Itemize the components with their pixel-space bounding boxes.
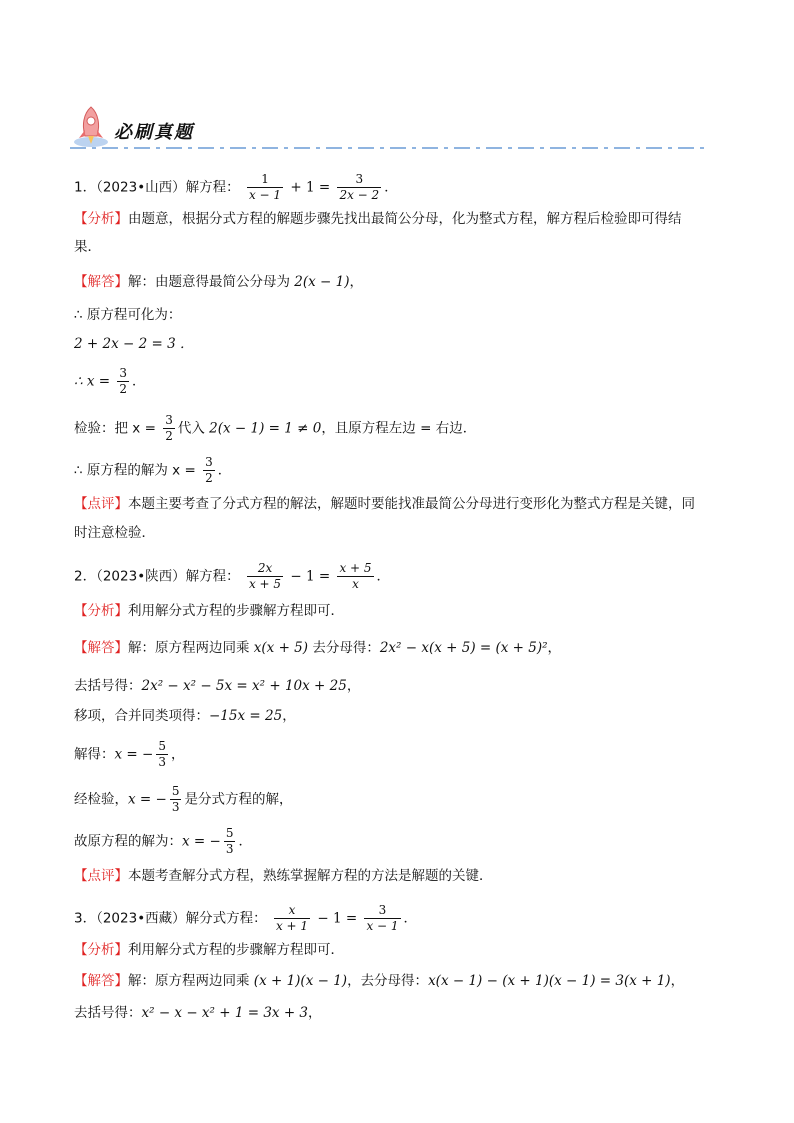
denominator: 3 — [225, 842, 234, 856]
math-expr: 2x² − x(x + 5) = (x + 5)² — [379, 640, 548, 656]
analysis-text: 利用解分式方程的步骤解方程即可． — [128, 942, 344, 958]
fraction — [247, 561, 283, 592]
check-text: 代入 — [177, 420, 210, 437]
punct: ， — [547, 640, 562, 656]
math-expr: (x + 1)(x − 1) — [253, 973, 348, 989]
analysis-tag: 【分析】 — [74, 211, 128, 227]
step-2c — [74, 739, 184, 770]
step-text: 解得： — [74, 746, 115, 763]
math-expr: x = − — [114, 746, 154, 763]
step-1d — [74, 413, 476, 444]
check-text: ，且原方程左边 = 右边． — [321, 420, 477, 437]
answer-text: 解：原方程两边同乘 — [128, 640, 254, 656]
fraction — [274, 903, 310, 934]
math-expr: 2x² − x² − 5x = x² + 10x + 25 — [141, 678, 347, 694]
answer-2 — [74, 638, 561, 658]
math-expr: x² − x − x² + 1 = 3x + 3 — [141, 1005, 309, 1021]
answer-3 — [74, 971, 684, 991]
comment-tag: 【点评】 — [74, 868, 128, 884]
step-text: 去括号得： — [74, 1005, 142, 1021]
math-text: − 1 = — [313, 910, 362, 927]
fraction — [337, 172, 381, 203]
denominator: x + 5 — [248, 577, 282, 591]
punct: ． — [403, 910, 418, 927]
rocket-icon — [72, 104, 110, 148]
punct: ， — [349, 274, 364, 290]
step-2d — [74, 784, 292, 815]
math-expr: x = − — [128, 791, 167, 808]
step-1c — [74, 366, 146, 397]
answer-text: 去分母得： — [308, 640, 380, 656]
section-title: 必刷真题 — [114, 122, 194, 143]
denominator: 2 — [205, 471, 213, 485]
fraction — [203, 455, 215, 486]
step-text: 是分式方程的解， — [184, 791, 293, 808]
numerator: 3 — [165, 413, 173, 427]
fraction — [364, 903, 400, 934]
numerator: 5 — [225, 826, 234, 840]
step-1e — [74, 455, 231, 486]
math-expr: 2(x − 1) = 1 ≠ 0 — [209, 420, 322, 437]
step-text: 移项，合并同类项得： — [74, 708, 209, 724]
punct: ． — [217, 462, 232, 479]
numerator: x — [288, 903, 296, 917]
problem-2-label: 2．（2023•陕西）解方程： — [74, 568, 240, 585]
punct: ． — [132, 373, 146, 390]
comment-tag: 【点评】 — [74, 496, 128, 512]
punct: ． — [384, 179, 398, 196]
denominator: 3 — [171, 800, 180, 814]
step-1b: 2 + 2x − 2 = 3 ． — [74, 336, 194, 352]
step-1a: ∴ 原方程可化为： — [74, 307, 182, 323]
step-text: 故原方程的解为： — [74, 833, 182, 850]
punct: ， — [670, 973, 685, 989]
numerator: 5 — [158, 739, 166, 753]
solution-text: ∴ 原方程的解为 x = — [74, 462, 201, 479]
fraction — [247, 172, 283, 203]
analysis-tag: 【分析】 — [74, 603, 128, 619]
punct: ， — [282, 708, 296, 724]
step-2b — [74, 706, 296, 726]
fraction — [163, 413, 175, 444]
analysis-3 — [74, 940, 344, 960]
comment-1-line-2: 时注意检验． — [74, 525, 155, 541]
comment-2 — [74, 866, 493, 886]
analysis-1-line-1 — [74, 209, 682, 229]
analysis-1-line-2: 果． — [74, 239, 101, 255]
fraction — [117, 366, 129, 397]
numerator: 3 — [205, 455, 213, 469]
step-2a — [74, 676, 360, 696]
step-3a — [74, 1003, 322, 1023]
check-text: 检验：把 x = — [74, 420, 161, 437]
denominator: 2 — [165, 429, 173, 443]
answer-tag: 【解答】 — [74, 973, 128, 989]
problem-2-statement — [74, 561, 390, 592]
comment-1-line-1 — [74, 494, 695, 514]
math-text: ∴ x = — [74, 373, 115, 390]
answer-1-line-1 — [74, 272, 363, 292]
math-expr: −15x = 25 — [209, 708, 283, 724]
section-header — [72, 104, 712, 150]
problem-1-statement — [74, 172, 398, 203]
numerator: 3 — [378, 903, 387, 917]
math-expr: x(x + 5) — [253, 640, 309, 656]
header-divider — [70, 147, 710, 149]
comment-text: 本题考查解分式方程，熟练掌握解方程的方法是解题的关键． — [128, 868, 493, 884]
math-expr: x(x − 1) − (x + 1)(x − 1) = 3(x + 1) — [428, 973, 671, 989]
math-expr: 2(x − 1) — [294, 274, 350, 290]
numerator: 5 — [171, 784, 180, 798]
numerator: 1 — [261, 172, 269, 186]
punct: ， — [170, 746, 185, 763]
analysis-text: 由题意，根据分式方程的解题步骤先找出最简公分母，化为整式方程，解方程后检验即可得结 — [128, 211, 682, 227]
numerator: 2x — [257, 561, 273, 575]
step-text: 经检验， — [74, 791, 128, 808]
fraction — [170, 784, 182, 815]
denominator: x — [337, 576, 373, 592]
numerator: x + 5 — [339, 561, 372, 575]
denominator: x − 1 — [366, 919, 399, 933]
problem-3-label: 3．（2023•西藏）解分式方程： — [74, 910, 267, 927]
numerator: 3 — [355, 172, 364, 186]
step-2e — [74, 826, 252, 857]
answer-tag: 【解答】 — [74, 274, 128, 290]
answer-text: 解：原方程两边同乘 — [128, 973, 254, 989]
problem-3-statement — [74, 903, 417, 934]
denominator: 2x − 2 — [339, 188, 380, 202]
fraction — [224, 826, 236, 857]
answer-text: 解：由题意得最简公分母为 — [128, 274, 295, 290]
math-text: − 1 = — [286, 568, 335, 585]
step-text: 去括号得： — [74, 678, 142, 694]
answer-tag: 【解答】 — [74, 640, 128, 656]
punct: ， — [308, 1005, 322, 1021]
analysis-2 — [74, 601, 344, 621]
denominator: x + 1 — [275, 919, 309, 933]
answer-text: ，去分母得： — [347, 973, 429, 989]
numerator: 3 — [119, 366, 128, 380]
denominator: 3 — [158, 755, 166, 769]
punct: ． — [238, 833, 252, 850]
math-text: + 1 = — [286, 179, 335, 196]
denominator: x − 1 — [248, 188, 282, 202]
analysis-tag: 【分析】 — [74, 942, 128, 958]
fraction — [337, 561, 373, 592]
problem-1-label: 1．（2023•山西）解方程： — [74, 179, 240, 196]
analysis-text: 利用解分式方程的步骤解方程即可． — [128, 603, 344, 619]
punct: ， — [346, 678, 361, 694]
punct: ． — [376, 568, 391, 585]
fraction — [156, 739, 168, 770]
denominator: 2 — [119, 382, 128, 396]
math-expr: x = − — [182, 833, 221, 850]
comment-text: 本题主要考查了分式方程的解法，解题时要能找准最简公分母进行变形化为整式方程是关键，同 — [128, 496, 695, 512]
